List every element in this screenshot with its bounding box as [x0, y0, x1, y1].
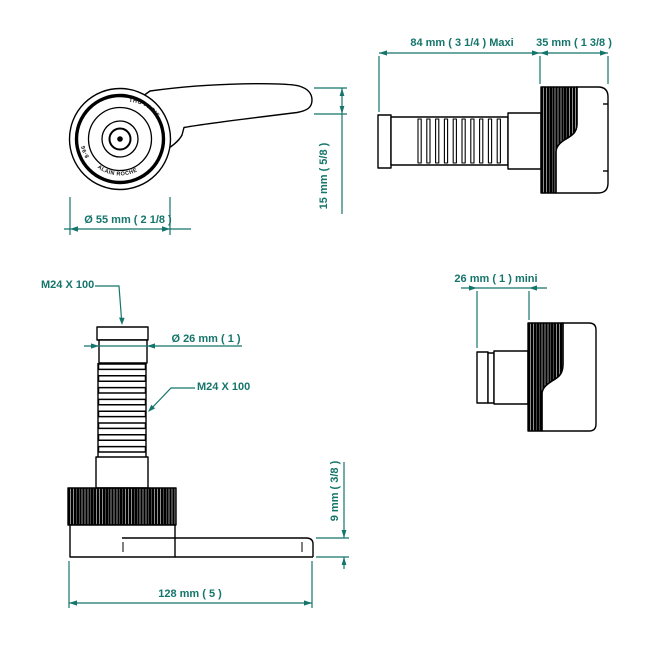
front-view-outline	[68, 327, 313, 557]
engraving-left-text: 8-96	[80, 144, 91, 159]
dim-label-length-26-mini: 26 mm ( 1 ) mini	[454, 273, 538, 285]
engraving-bottom-text: ALAIN ROCHE	[96, 164, 139, 178]
engraving-top-text: THG PARIS	[128, 97, 161, 119]
dim-label-length-84-maxi: 84 mm ( 3 1/4 ) Maxi	[410, 37, 514, 49]
dim-label-overall-128: 128 mm ( 5 )	[158, 588, 222, 600]
dim-label-lever-height-15: 15 mm ( 5/8 )	[318, 142, 330, 210]
side-maxi-dimensions	[379, 50, 608, 112]
dim-label-diameter-55: Ø 55 mm ( 2 1/8 )	[84, 214, 172, 226]
side-mini-outline	[477, 323, 596, 431]
dim-label-plate-9: 9 mm ( 3/8 )	[329, 460, 341, 522]
dim-label-body-35: 35 mm ( 1 3/8 )	[536, 37, 612, 49]
side-mini-dimensions	[461, 285, 547, 348]
dim-label-neck-26: Ø 26 mm ( 1 )	[171, 333, 241, 345]
thread-label-m24-mid: M24 X 100	[197, 381, 251, 393]
thread-label-m24-top: M24 X 100	[41, 279, 95, 291]
side-maxi-outline	[378, 87, 608, 193]
